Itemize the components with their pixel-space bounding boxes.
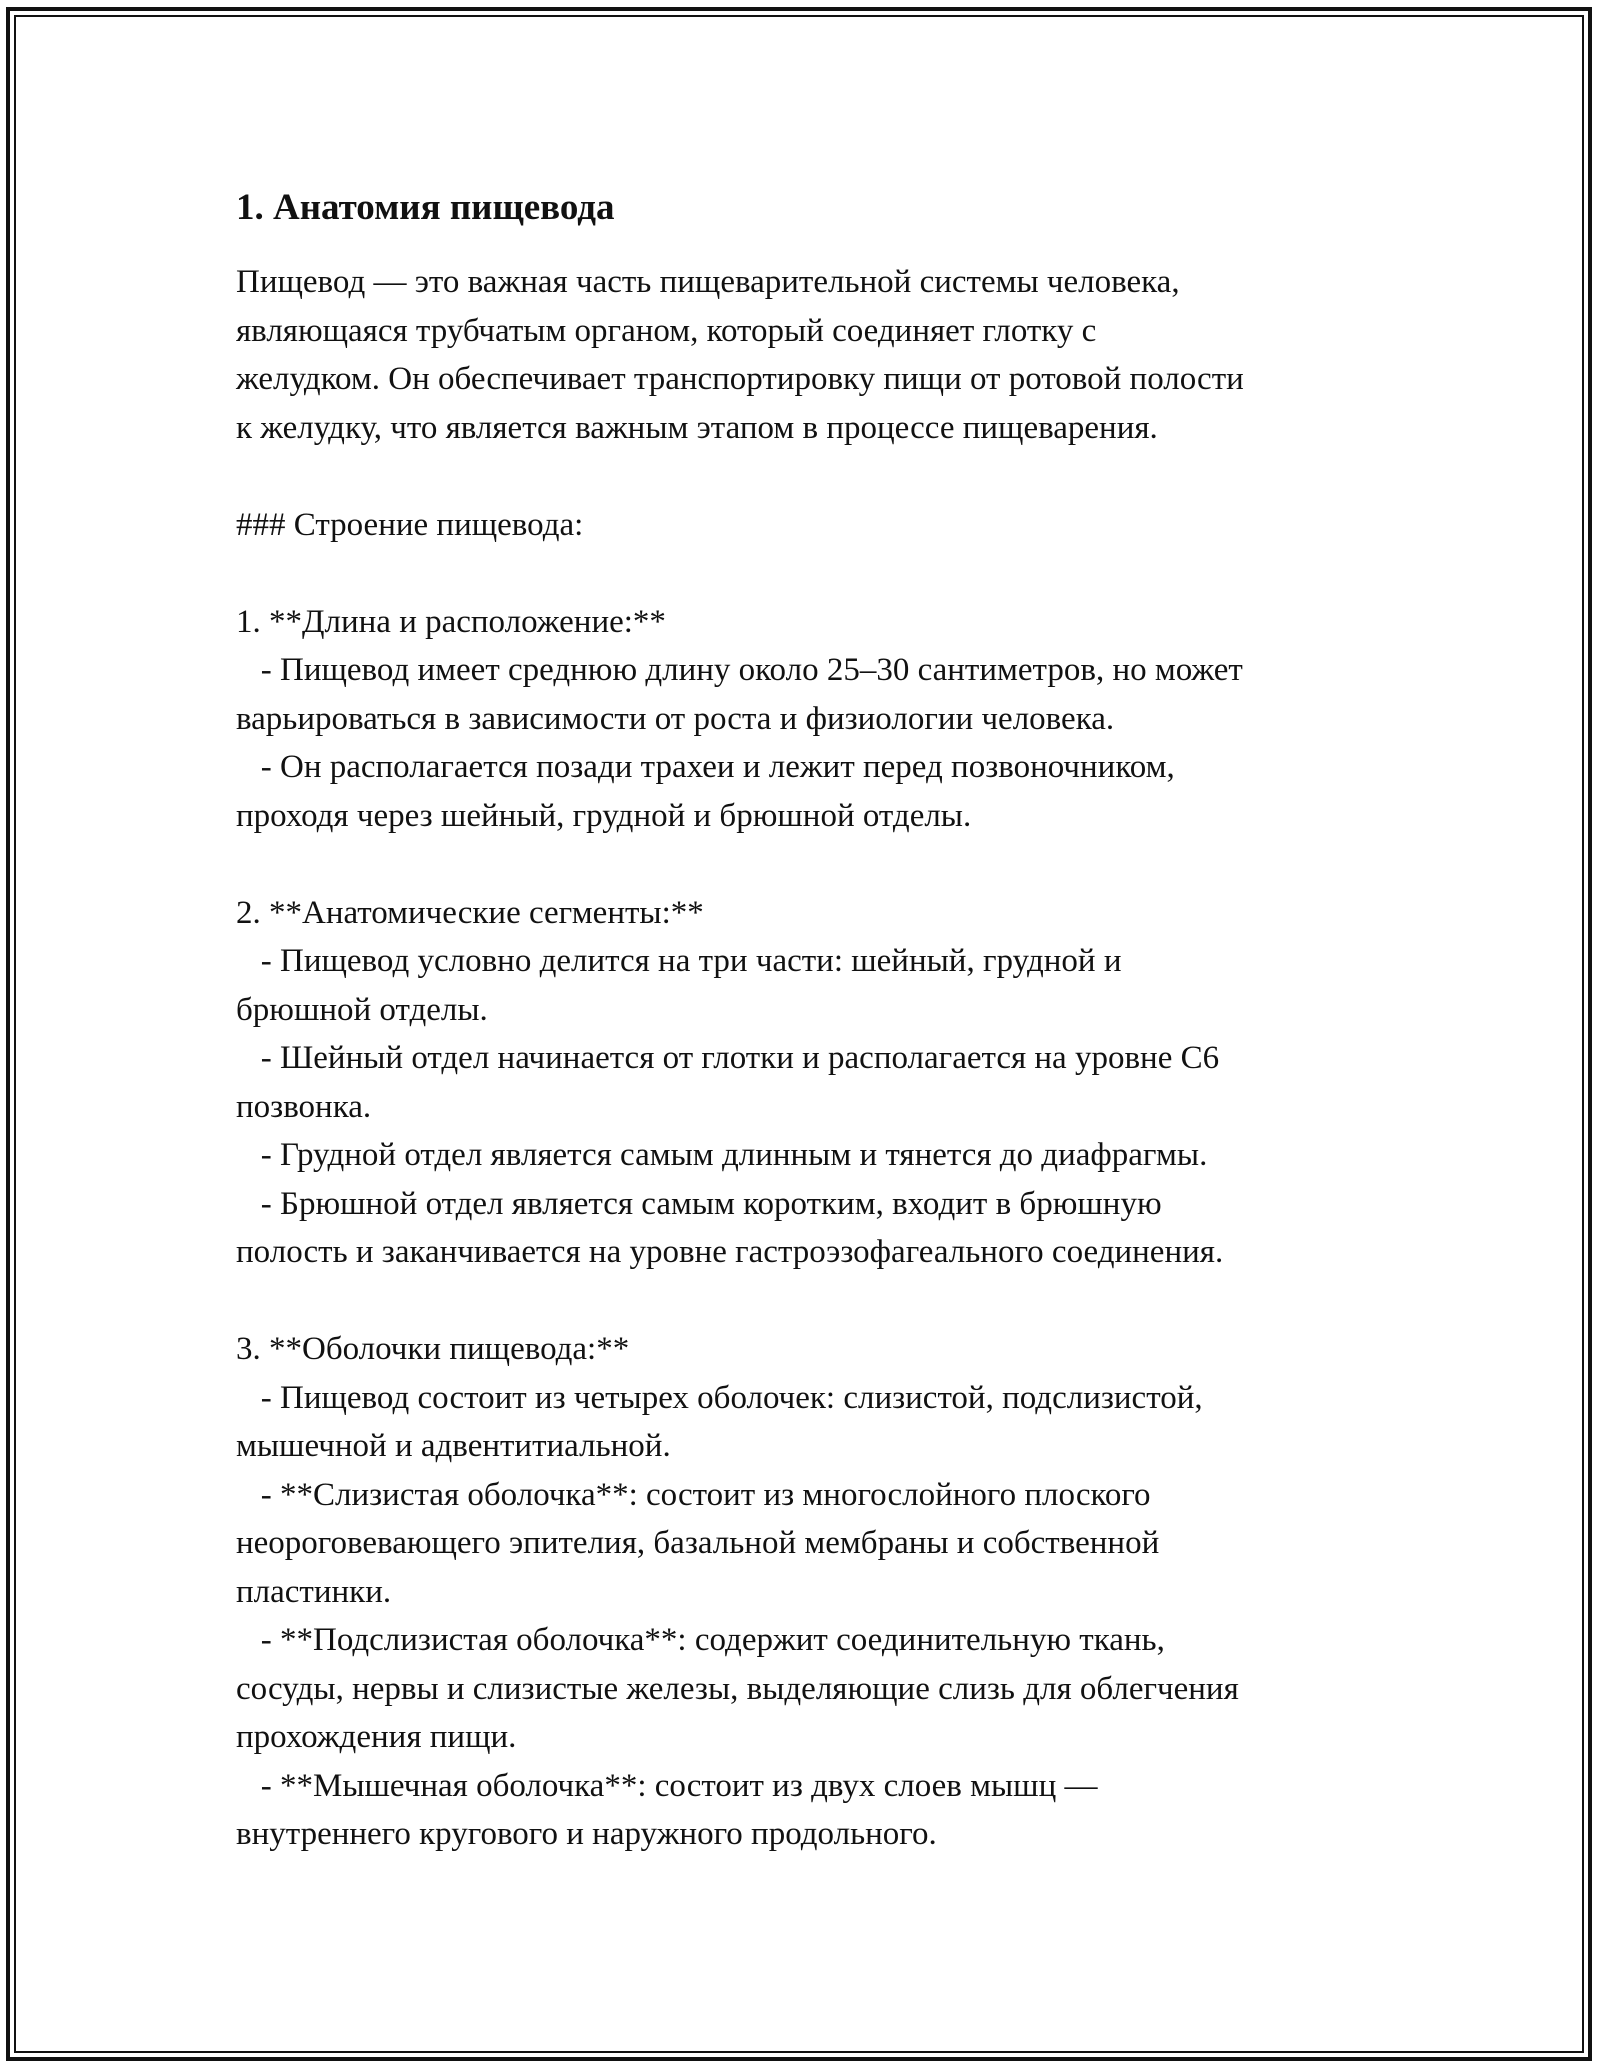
section-line: - **Мышечная оболочка**: состоит из двух слоев мышц — bbox=[236, 1767, 1098, 1804]
section-line: - Пищевод состоит из четырех оболочек: слизистой, подслизистой, bbox=[236, 1379, 1203, 1416]
intro-paragraph bbox=[236, 258, 1376, 452]
page-title: 1. Анатомия пищевода bbox=[236, 187, 615, 228]
intro-line: к желудку, что является важным этапом в процессе пищеварения. bbox=[236, 409, 1158, 446]
section-line: - Брюшной отдел является самым коротким, входит в брюшную bbox=[236, 1185, 1162, 1222]
section-title: 2. **Анатомические сегменты:** bbox=[236, 894, 704, 931]
section-line: неороговевающего эпителия, базальной мембраны и собственной bbox=[236, 1525, 1160, 1562]
spacer bbox=[236, 549, 1376, 598]
spacer bbox=[236, 840, 1376, 889]
section-line: сосуды, нервы и слизистые железы, выделяющие слизь для облегчения bbox=[236, 1670, 1239, 1707]
section-line: - **Подслизистая оболочка**: содержит соединительную ткань, bbox=[236, 1622, 1165, 1659]
section-subheading: ### Строение пищевода: bbox=[236, 506, 584, 543]
section-line: прохождения пищи. bbox=[236, 1719, 517, 1756]
section-line: - Пищевод имеет среднюю длину около 25–30 сантиметров, но может bbox=[236, 652, 1243, 689]
section-esophagus-layers bbox=[236, 1325, 1376, 1859]
section-title: 1. **Длина и расположение:** bbox=[236, 603, 666, 640]
intro-line: Пищевод — это важная часть пищеварительной системы человека, bbox=[236, 264, 1180, 301]
document-body bbox=[236, 186, 1376, 1859]
section-line: полость и заканчивается на уровне гастроэзофагеального соединения. bbox=[236, 1234, 1224, 1271]
section-line: - Шейный отдел начинается от глотки и располагается на уровне C6 bbox=[236, 1040, 1220, 1077]
section-title: 3. **Оболочки пищевода:** bbox=[236, 1331, 630, 1368]
section-line: - Он располагается позади трахеи и лежит перед позвоночником, bbox=[236, 749, 1175, 786]
section-line: внутреннего кругового и наружного продольного. bbox=[236, 1816, 937, 1853]
section-line: пластинки. bbox=[236, 1573, 392, 1610]
spacer bbox=[236, 452, 1376, 501]
section-line: - **Слизистая оболочка**: состоит из многослойного плоского bbox=[236, 1476, 1151, 1513]
section-line: проходя через шейный, грудной и брюшной отделы. bbox=[236, 797, 972, 834]
section-line: - Грудной отдел является самым длинным и тянется до диафрагмы. bbox=[236, 1137, 1208, 1174]
spacer bbox=[236, 1277, 1376, 1326]
section-line: - Пищевод условно делится на три части: шейный, грудной и bbox=[236, 943, 1122, 980]
section-line: брюшной отделы. bbox=[236, 991, 488, 1028]
section-length-location bbox=[236, 598, 1376, 841]
intro-line: являющаяся трубчатым органом, который соединяет глотку с bbox=[236, 312, 1097, 349]
section-line: варьироваться в зависимости от роста и физиологии человека. bbox=[236, 700, 1115, 737]
section-line: мышечной и адвентитиальной. bbox=[236, 1428, 671, 1465]
section-anatomical-segments bbox=[236, 889, 1376, 1277]
section-line: позвонка. bbox=[236, 1088, 372, 1125]
intro-line: желудком. Он обеспечивает транспортировку пищи от ротовой полости bbox=[236, 361, 1244, 398]
